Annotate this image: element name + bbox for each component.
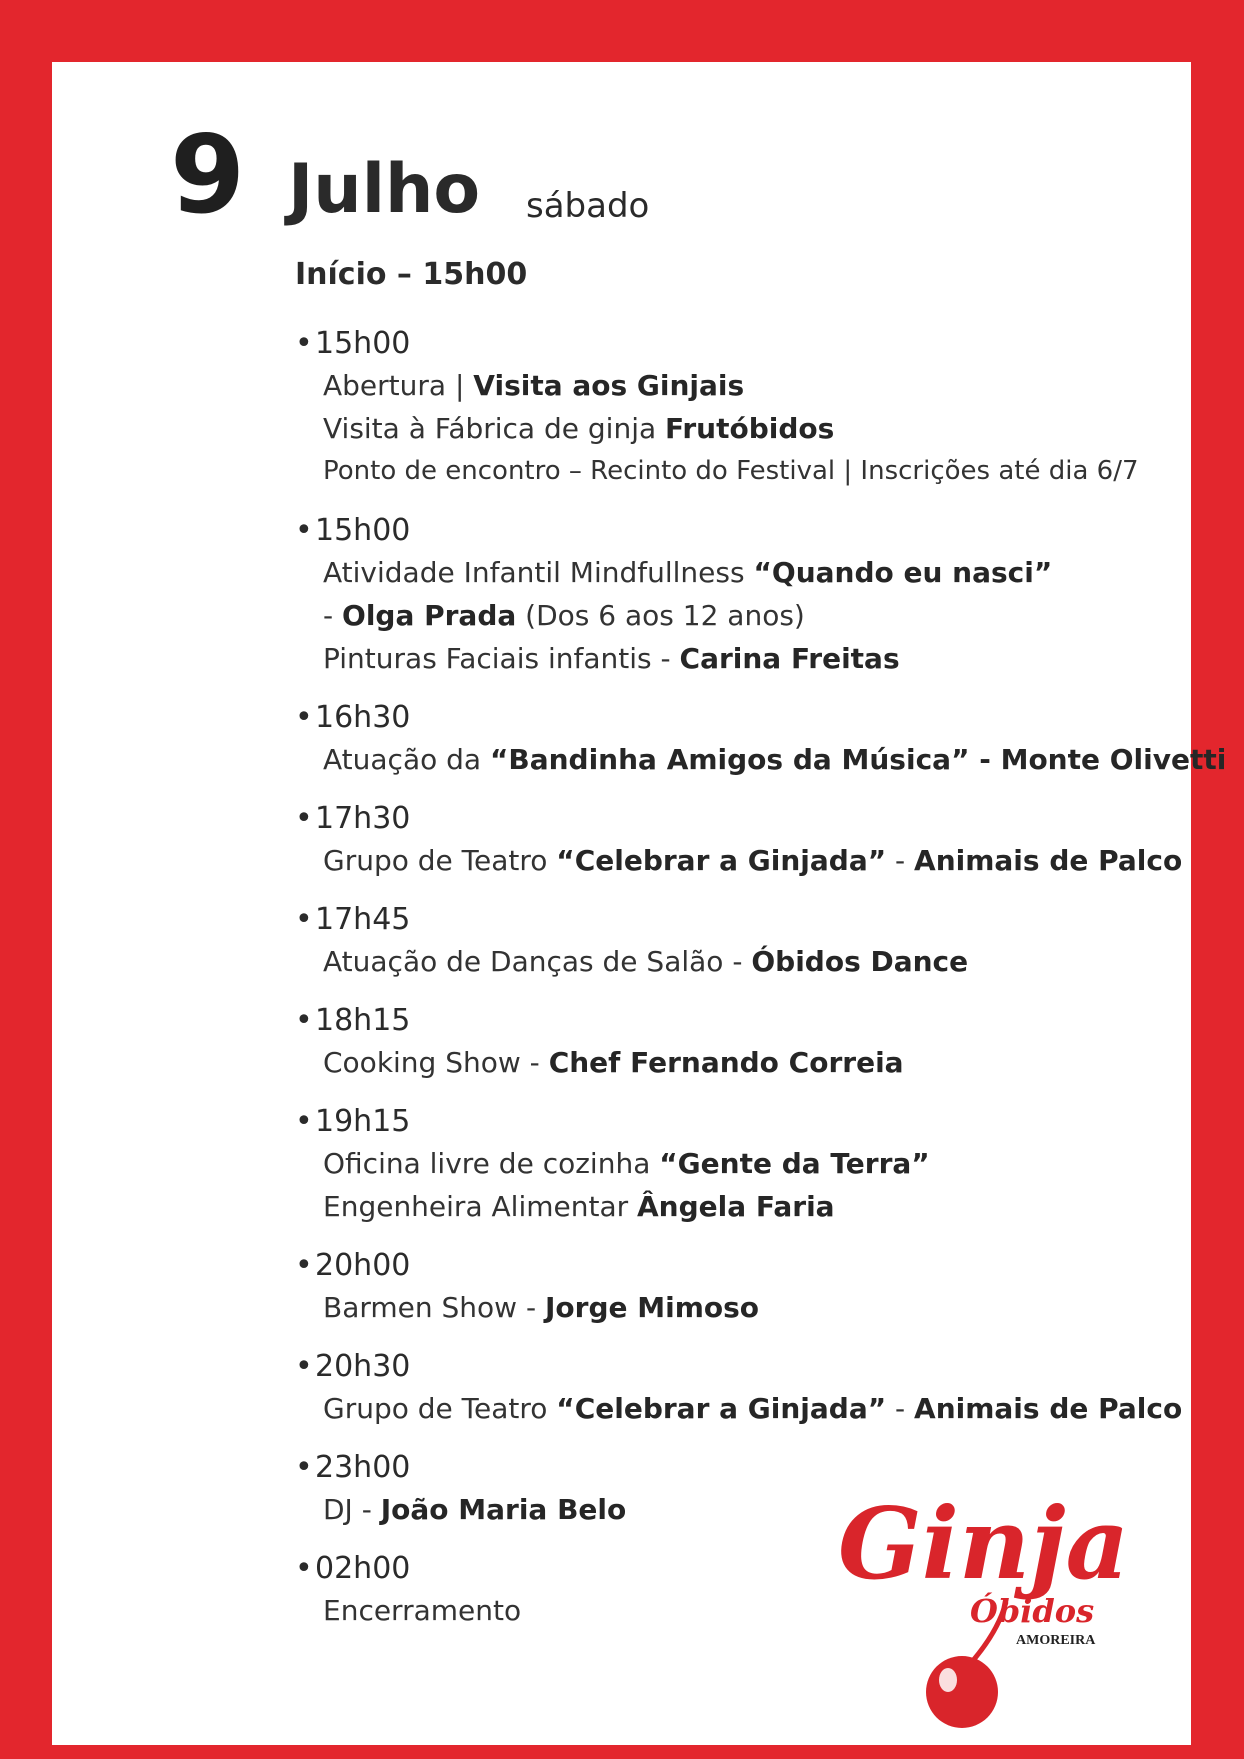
description-text: Ponto de encontro – Recinto do Festival | Inscrições até dia 6/7 — [323, 456, 1139, 486]
description-text: - — [323, 599, 343, 632]
schedule-item — [295, 1347, 1183, 1430]
highlight-text: “Bandinha Amigos da Música” - Monte Olivetti — [489, 743, 1227, 776]
schedule-item — [295, 1001, 1175, 1084]
event-description-line — [323, 738, 1227, 781]
schedule-item — [295, 698, 1227, 781]
bullet-icon: • — [295, 1003, 313, 1038]
schedule-item — [295, 1102, 1175, 1228]
highlight-text: Jorge Mimoso — [545, 1291, 760, 1324]
day-number: 9 — [170, 113, 246, 238]
event-time-text: 15h00 — [315, 513, 411, 548]
schedule-item — [295, 900, 1175, 983]
highlight-text: “Quando eu nasci” — [753, 556, 1053, 589]
event-description-line — [323, 1041, 1175, 1084]
event-description-line — [323, 364, 1175, 407]
highlight-text: Ângela Faria — [637, 1190, 835, 1223]
bullet-icon: • — [295, 1551, 313, 1586]
event-description-line — [323, 1185, 1175, 1228]
event-time — [295, 1001, 1175, 1041]
description-text: Engenheira Alimentar — [323, 1190, 638, 1223]
start-time: Início – 15h00 — [295, 257, 528, 292]
event-description-line — [323, 1387, 1183, 1430]
event-description-line — [323, 450, 1175, 493]
event-description-line — [323, 1286, 1175, 1329]
month-label: Julho — [288, 150, 481, 229]
highlight-text: “Gente da Terra” — [659, 1147, 930, 1180]
event-description-line — [323, 551, 1175, 594]
description-text: Grupo de Teatro — [323, 844, 557, 877]
event-time — [295, 511, 1175, 551]
event-time — [295, 324, 1175, 364]
event-time — [295, 1347, 1175, 1387]
schedule-list — [295, 324, 1227, 1650]
highlight-text: Óbidos Dance — [751, 945, 969, 978]
event-time — [295, 799, 1175, 839]
weekday-label: sábado — [526, 186, 650, 226]
event-time-text: 15h00 — [315, 326, 411, 361]
logo-sub: AMOREIRA — [1016, 1633, 1096, 1648]
event-description-line — [323, 637, 1175, 680]
bullet-icon: • — [295, 801, 313, 836]
highlight-text: Animais de Palco — [914, 1392, 1183, 1425]
description-text: DJ - — [323, 1493, 381, 1526]
logo-place: Óbidos — [970, 1592, 1095, 1630]
bullet-icon: • — [295, 326, 313, 361]
bullet-icon: • — [295, 700, 313, 735]
highlight-text: “Celebrar a Ginjada” — [556, 1392, 887, 1425]
bullet-icon: • — [295, 1349, 313, 1384]
event-time-text: 20h00 — [315, 1248, 411, 1283]
description-text: Pinturas Faciais infantis - — [323, 642, 680, 675]
description-text: Oficina livre de cozinha — [323, 1147, 660, 1180]
description-text: Atuação de Danças de Salão - — [323, 945, 752, 978]
description-text: Encerramento — [323, 1594, 522, 1627]
event-description-line — [323, 839, 1183, 882]
event-time-text: 17h45 — [315, 902, 411, 937]
highlight-text: Visita aos Ginjais — [473, 369, 745, 402]
event-description-line — [323, 940, 1175, 983]
logo-wordmark: Ginja — [838, 1487, 1130, 1602]
description-text: Cooking Show - — [323, 1046, 549, 1079]
bullet-icon: • — [295, 1104, 313, 1139]
description-text: Barmen Show - — [323, 1291, 545, 1324]
highlight-text: Carina Freitas — [679, 642, 900, 675]
highlight-text: Olga Prada — [342, 599, 517, 632]
bullet-icon: • — [295, 1248, 313, 1283]
description-text: Grupo de Teatro — [323, 1392, 557, 1425]
event-time-text: 16h30 — [315, 700, 411, 735]
description-text: - — [886, 1392, 915, 1425]
description-text: Abertura | — [323, 369, 474, 402]
highlight-text: Chef Fernando Correia — [548, 1046, 904, 1079]
event-time — [295, 1102, 1175, 1142]
description-text: - — [886, 844, 915, 877]
description-text: Visita à Fábrica de ginja — [323, 412, 666, 445]
event-description-line — [323, 1142, 1175, 1185]
schedule-item — [295, 799, 1183, 882]
description-text: (Dos 6 aos 12 anos) — [516, 599, 805, 632]
bullet-icon: • — [295, 513, 313, 548]
highlight-text: Animais de Palco — [914, 844, 1183, 877]
highlight-text: João Maria Belo — [380, 1493, 627, 1526]
schedule-item — [295, 511, 1175, 680]
schedule-item — [295, 1246, 1175, 1329]
event-time-text: 17h30 — [315, 801, 411, 836]
event-time-text: 20h30 — [315, 1349, 411, 1384]
event-time-text: 19h15 — [315, 1104, 411, 1139]
event-time-text: 18h15 — [315, 1003, 411, 1038]
event-description-line — [323, 594, 1175, 637]
event-time — [295, 1246, 1175, 1286]
highlight-text: Frutóbidos — [665, 412, 835, 445]
ginja-obidos-logo — [820, 1482, 1140, 1732]
event-time — [295, 900, 1175, 940]
event-time-text: 02h00 — [315, 1551, 411, 1586]
highlight-text: “Celebrar a Ginjada” — [556, 844, 887, 877]
bullet-icon: • — [295, 902, 313, 937]
event-time-text: 23h00 — [315, 1450, 411, 1485]
description-text: Atuação da — [323, 743, 490, 776]
event-time — [295, 698, 1175, 738]
schedule-item — [295, 324, 1175, 493]
program-sheet — [52, 62, 1227, 1745]
bullet-icon: • — [295, 1450, 313, 1485]
event-description-line — [323, 407, 1175, 450]
description-text: Atividade Infantil Mindfullness — [323, 556, 754, 589]
